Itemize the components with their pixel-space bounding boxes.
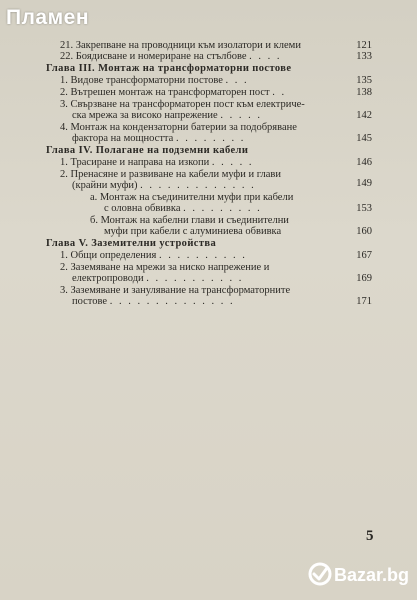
chapter-heading: Глава III. Монтаж на трансформаторни постове	[46, 63, 292, 74]
entry-number: 4.	[60, 122, 68, 133]
entry-text: Вътрешен монтаж на трансформаторен пост	[70, 87, 270, 98]
entry-text: Закрепване на проводници към изолатори и клеми	[75, 40, 301, 51]
toc-entry-continued	[72, 273, 243, 285]
entry-text: Монтаж на кондензаторни батерии за подобряване	[70, 122, 297, 133]
entry-page: 153	[356, 203, 372, 214]
entry-number: 2.	[60, 87, 68, 98]
entry-text: Пренасяне и развиване на кабели муфи и глави	[70, 169, 281, 180]
entry-number: 3.	[60, 99, 68, 110]
leader-dots: . . . . . . . . . . .	[146, 273, 244, 284]
toc-entry-continued	[72, 110, 262, 122]
entry-page: 146	[356, 157, 372, 168]
entry-number: 1.	[60, 157, 68, 168]
watermark-top: Пламен	[6, 6, 90, 29]
entry-page: 135	[356, 75, 372, 86]
entry-page: 167	[356, 250, 372, 261]
entry-text: Монтаж на кабелни глави и съединителни	[100, 215, 289, 226]
entry-text: фактора на мощността	[72, 133, 174, 144]
watermark-bottom-text: Bazar.bg	[334, 565, 410, 585]
entry-text: електропроводи	[72, 273, 144, 284]
leader-dots: . . . .	[249, 51, 282, 62]
entry-text: Видове трансформаторни постове	[70, 75, 223, 86]
entry-number: 1.	[60, 250, 68, 261]
entry-page: 133	[356, 51, 372, 62]
entry-text: с оловна обвивка	[104, 203, 181, 214]
leader-dots: . . . . . . . . . .	[159, 250, 247, 261]
entry-page: 142	[356, 110, 372, 121]
entry-text: муфи при кабели с алуминиева обвивка	[104, 226, 282, 237]
entry-page: 121	[356, 40, 372, 51]
leader-dots: . . . . . . . . . . . . . .	[109, 296, 235, 307]
entry-number: 2.	[60, 262, 68, 273]
page-number: 5	[366, 528, 374, 544]
entry-text: Общи определения	[70, 250, 157, 261]
entry-page: 149	[356, 178, 372, 189]
toc-entry	[60, 75, 249, 87]
entry-page: 171	[356, 296, 372, 307]
leader-dots: . . . . .	[220, 110, 262, 121]
entry-text: Заземяване на мрежи за ниско напрежение и	[70, 262, 270, 273]
entry-text: Боядисване и номериране на стълбове	[75, 51, 247, 62]
entry-text: Заземяване и занулявание на трансформаторните	[70, 285, 291, 296]
entry-text: Монтаж на съединителни муфи при кабели	[99, 192, 294, 203]
toc-entry-continued	[72, 133, 245, 145]
leader-dots: . . . . .	[211, 157, 254, 168]
leader-dots: . . . . . . . . . . . . .	[140, 180, 256, 191]
entry-text: постове	[72, 296, 108, 307]
leader-dots: . . .	[225, 75, 249, 86]
toc-entry	[60, 157, 254, 169]
toc-entry-continued	[104, 226, 281, 238]
entry-page: 145	[356, 133, 372, 144]
entry-text: (крайни муфи)	[72, 180, 138, 191]
entry-number: 2.	[60, 169, 68, 180]
entry-number: 1.	[60, 75, 68, 86]
entry-number: а.	[90, 192, 98, 203]
chapter-heading: Глава V. Заземителни устройства	[46, 238, 217, 249]
toc-entry	[60, 250, 247, 262]
entry-number: 3.	[60, 285, 68, 296]
toc-entry	[60, 87, 286, 99]
leader-dots: . . . . . . . . .	[183, 203, 262, 214]
leader-dots: . . . . . . . .	[175, 133, 246, 144]
chapter-heading: Глава IV. Полагане на подземни кабели	[46, 145, 249, 156]
entry-text: Трасиране и направа на изкопи	[70, 157, 210, 168]
entry-number: б.	[90, 215, 98, 226]
entry-page: 160	[356, 226, 372, 237]
toc-entry-continued	[72, 296, 235, 308]
entry-text: Свързване на трансформаторен пост към електриче-	[70, 99, 305, 110]
entry-number: 22.	[60, 51, 74, 62]
watermark-bottom-logo	[306, 554, 411, 594]
watermark-logo-icon	[310, 564, 330, 584]
entry-page: 169	[356, 273, 372, 284]
entry-number: 21.	[60, 40, 74, 51]
toc-entry	[60, 51, 282, 63]
toc-entry-continued	[104, 203, 262, 215]
entry-page: 138	[356, 87, 372, 98]
entry-text: ска мрежа за високо напрежение	[72, 110, 218, 121]
leader-dots: . .	[272, 87, 287, 98]
toc-entry-continued	[72, 180, 256, 192]
